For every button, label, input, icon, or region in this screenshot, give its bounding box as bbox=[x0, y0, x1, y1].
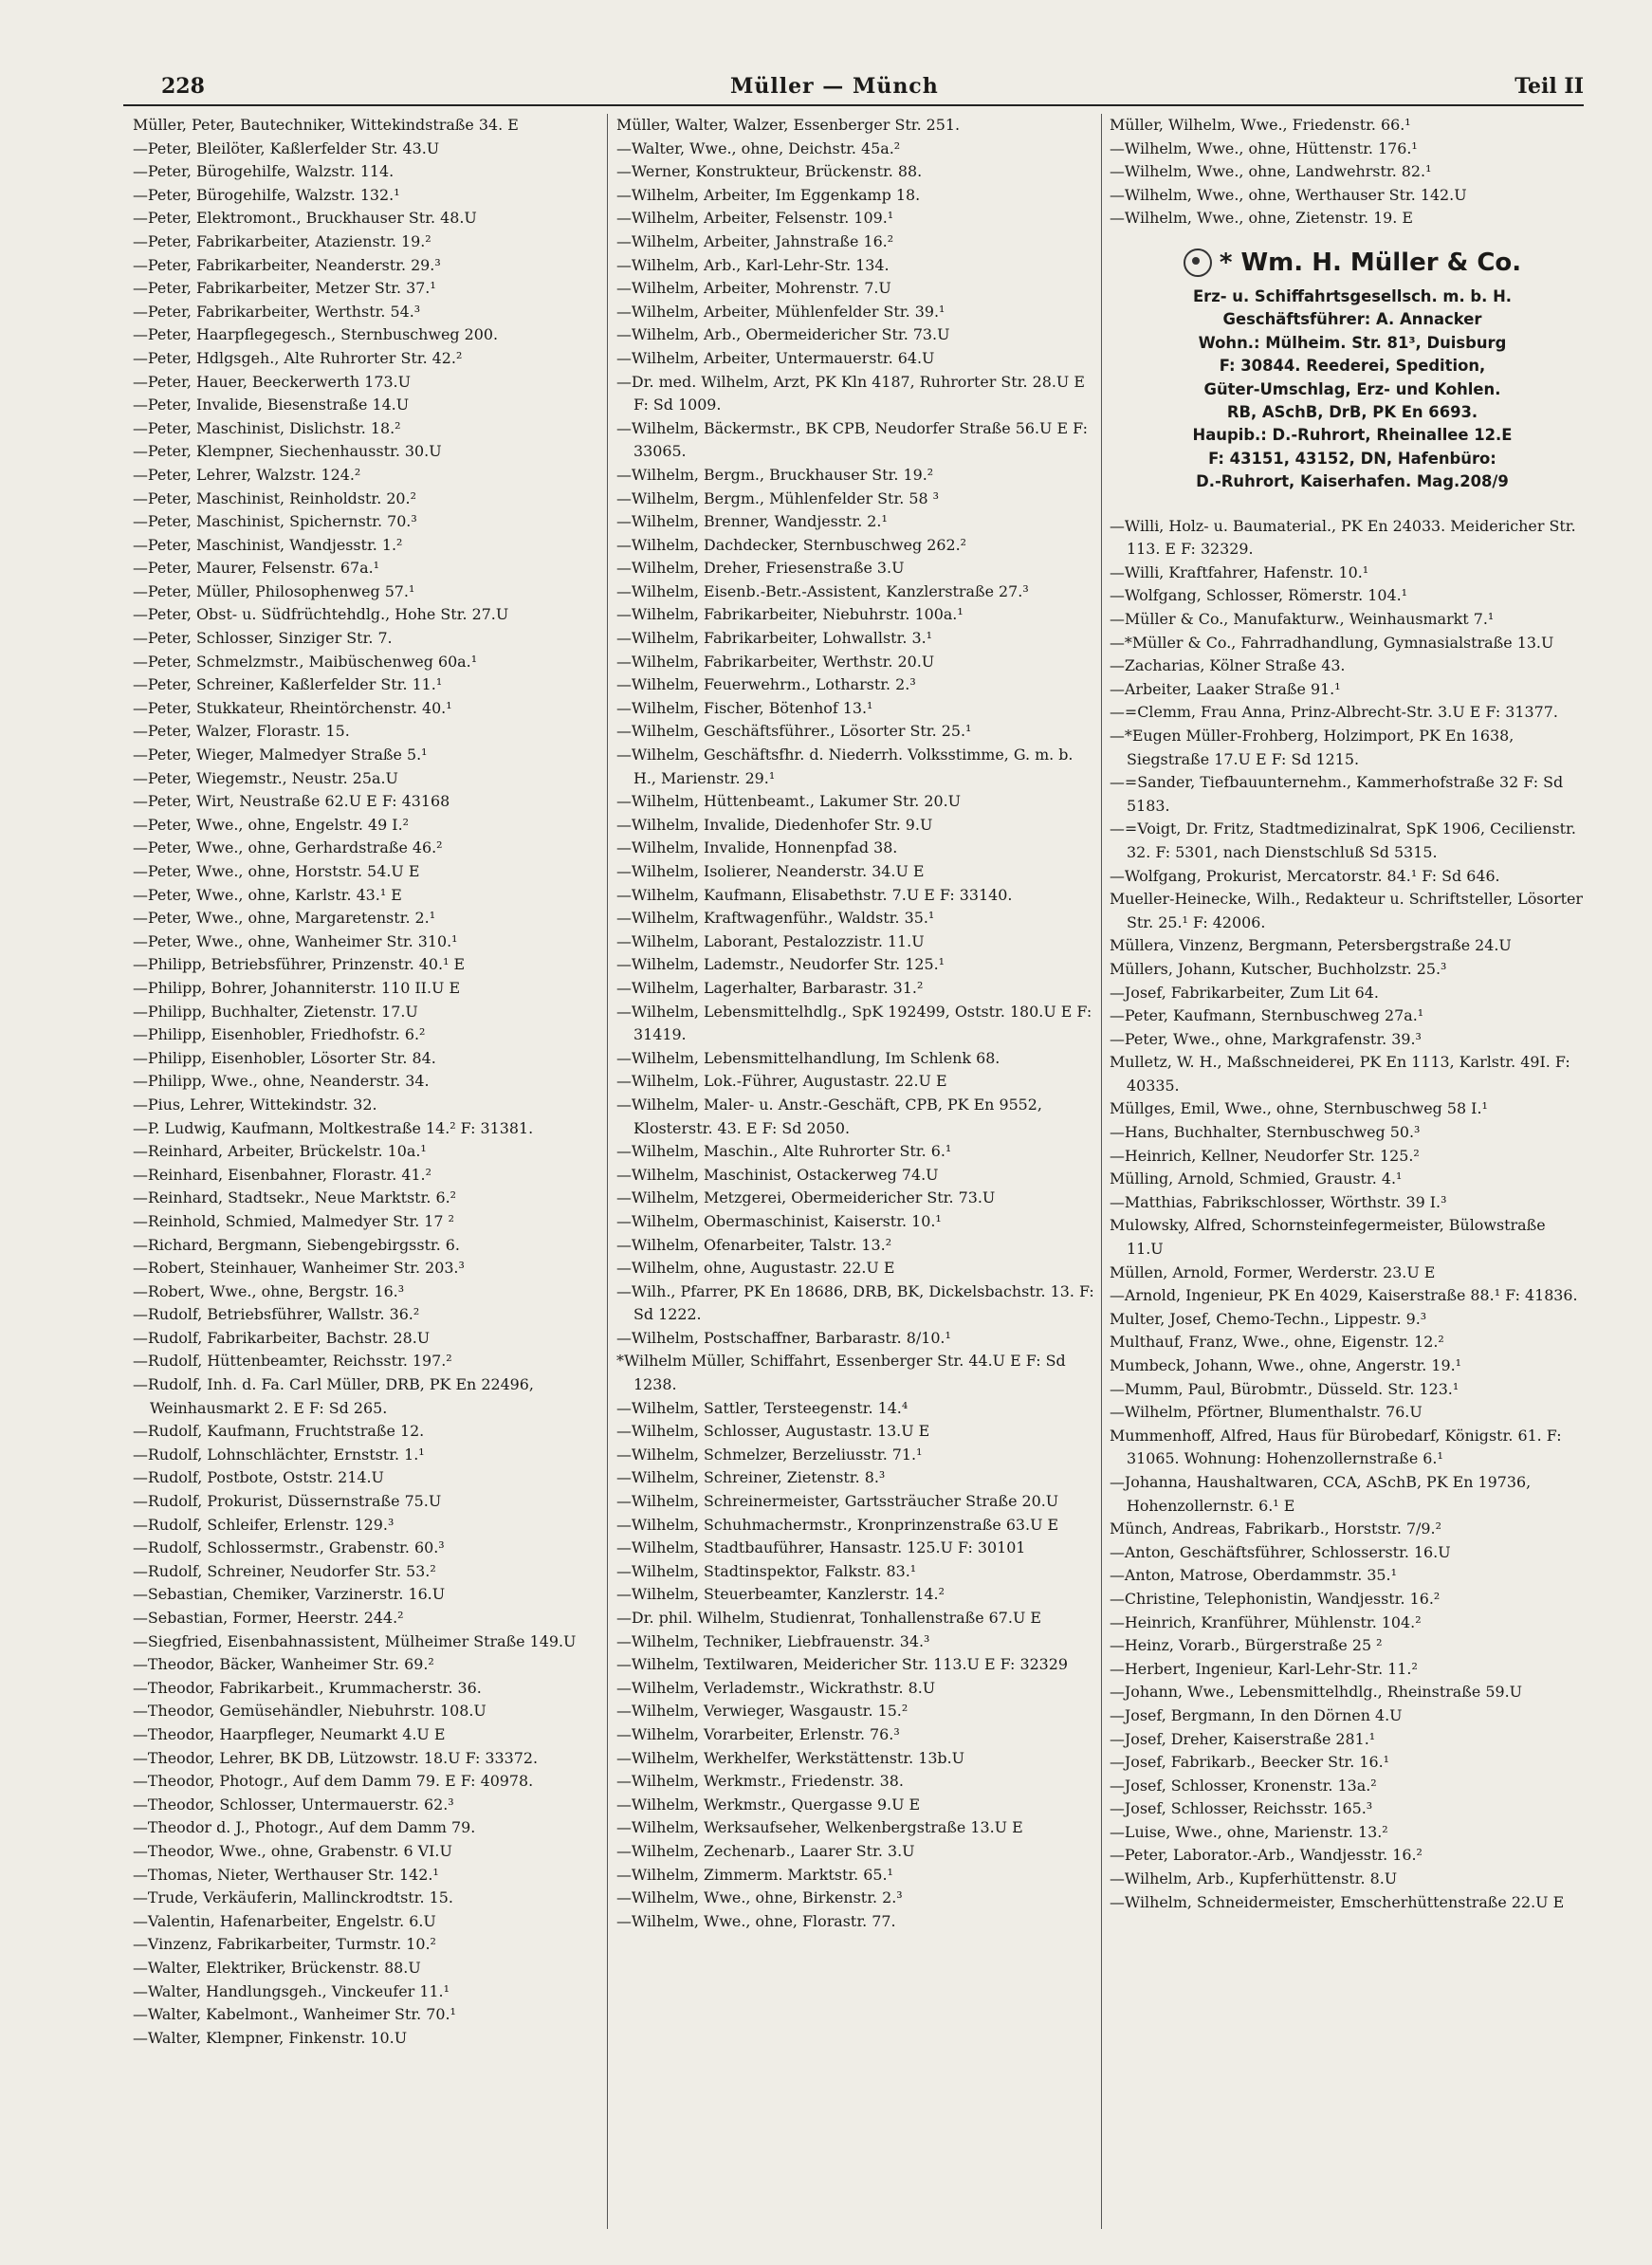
directory-entry: Mummenhoff, Alfred, Haus für Bürobedarf, Königstr. 61. F: 31065. Wohnung: Hohenzollernstraße 6.¹ bbox=[1110, 1426, 1562, 1468]
column-3 bbox=[1110, 114, 1584, 2238]
directory-entry: —Rudolf, Schlossermstr., Grabenstr. 60.³ bbox=[133, 1538, 445, 1557]
directory-entry: —Peter, Müller, Philosophenweg 57.¹ bbox=[133, 581, 415, 600]
directory-entry: —Wilhelm, Werkmstr., Quergasse 9.U E bbox=[616, 1795, 921, 1814]
directory-entry: —Wilhelm, Stadtinspektor, Falkstr. 83.¹ bbox=[616, 1561, 917, 1580]
directory-entry: —Wilhelm, Bergm., Mühlenfelder Str. 58 ³ bbox=[616, 488, 939, 507]
directory-entry: —Wilhelm, Obermaschinist, Kaiserstr. 10.¹ bbox=[616, 1211, 942, 1230]
directory-entry: —Josef, Bergmann, In den Dörnen 4.U bbox=[1110, 1705, 1403, 1724]
directory-entry: —Theodor, Schlosser, Untermauerstr. 62.³ bbox=[133, 1795, 454, 1814]
directory-entry: —Wilhelm, Werksaufseher, Welkenbergstraße 13.U E bbox=[616, 1818, 1023, 1837]
directory-entry: —Walter, Kabelmont., Wanheimer Str. 70.¹ bbox=[133, 2005, 456, 2024]
directory-entry: —Wilhelm, Sattler, Tersteegenstr. 14.⁴ bbox=[616, 1398, 909, 1417]
directory-entry: —Wilhelm, Arbeiter, Jahnstraße 16.² bbox=[616, 231, 894, 250]
page-number: 228 bbox=[161, 74, 205, 99]
directory-entry: —Wilhelm, Arb., Karl-Lehr-Str. 134. bbox=[616, 255, 890, 274]
directory-entry: —Peter, Hauer, Beeckerwerth 173.U bbox=[133, 372, 411, 391]
ad-line: D.-Ruhrort, Kaiserhafen. Mag.208/9 bbox=[1196, 472, 1509, 491]
ad-line: F: 30844. Reederei, Spedition, bbox=[1219, 357, 1486, 376]
column-1 bbox=[133, 114, 602, 2238]
directory-entry: —Wilhelm, Kraftwagenführ., Waldstr. 35.¹ bbox=[616, 909, 935, 928]
directory-entry: —Peter, Wwe., ohne, Markgrafenstr. 39.³ bbox=[1110, 1029, 1422, 1048]
directory-entry: —Wilhelm, Isolierer, Neanderstr. 34.U E bbox=[616, 862, 925, 880]
directory-entry: —Wilhelm, Schneidermeister, Emscherhüttenstraße 22.U E bbox=[1110, 1892, 1565, 1911]
directory-entry: —Wilhelm, Feuerwehrm., Lotharstr. 2.³ bbox=[616, 675, 916, 694]
directory-entry: —Rudolf, Postbote, Oststr. 214.U bbox=[133, 1468, 384, 1487]
directory-entry: —Mumm, Paul, Bürobmtr., Düsseld. Str. 123.¹ bbox=[1110, 1379, 1459, 1398]
directory-entry: —Wilhelm, Lagerhalter, Barbarastr. 31.² bbox=[616, 978, 924, 997]
directory-entry: *Wilhelm Müller, Schiffahrt, Essenberger Str. 44.U E F: Sd 1238. bbox=[616, 1352, 1066, 1394]
directory-entry: —Wolfgang, Prokurist, Mercatorstr. 84.¹ F: Sd 646. bbox=[1110, 866, 1500, 885]
directory-entry: —Peter, Fabrikarbeiter, Neanderstr. 29.³ bbox=[133, 255, 441, 274]
directory-entry: —Peter, Elektromont., Bruckhauser Str. 48.U bbox=[133, 209, 477, 228]
directory-entry: —Peter, Haarpflegegesch., Sternbuschweg 200. bbox=[133, 325, 498, 344]
directory-entry: Müllera, Vinzenz, Bergmann, Petersbergstraße 24.U bbox=[1110, 936, 1512, 955]
directory-entry: —Heinrich, Kranführer, Mühlenstr. 104.² bbox=[1110, 1612, 1422, 1631]
directory-entry: —Wilhelm, Textilwaren, Meidericher Str. 113.U E F: 32329 bbox=[616, 1655, 1069, 1674]
directory-entry: —*Eugen Müller-Frohberg, Holzimport, PK En 1638, Siegstraße 17.U E F: Sd 1215. bbox=[1110, 726, 1514, 768]
directory-entry: —Philipp, Eisenhobler, Lösorter Str. 84. bbox=[133, 1048, 436, 1067]
directory-entry: —Wilhelm, Wwe., ohne, Birkenstr. 2.³ bbox=[616, 1888, 903, 1907]
directory-entry: —Wilhelm, Verwieger, Wasgaustr. 15.² bbox=[616, 1702, 909, 1721]
directory-entry: —Peter, Fabrikarbeiter, Metzer Str. 37.¹ bbox=[133, 279, 436, 298]
directory-entry: —Peter, Maschinist, Reinholdstr. 20.² bbox=[133, 488, 416, 507]
directory-entry: —Wilhelm, Dachdecker, Sternbuschweg 262.² bbox=[616, 535, 966, 554]
directory-entry: —Wilhelm, Lebensmittelhdlg., SpK 192499, Oststr. 180.U E F: 31419. bbox=[616, 1002, 1092, 1044]
directory-entry: —Peter, Bürogehilfe, Walzstr. 114. bbox=[133, 162, 395, 181]
directory-entry: —Wilhelm, Pförtner, Blumenthalstr. 76.U bbox=[1110, 1403, 1423, 1422]
directory-entry: —Wilhelm, Fischer, Bötenhof 13.¹ bbox=[616, 698, 873, 717]
directory-entry: —Walter, Elektriker, Brückenstr. 88.U bbox=[133, 1958, 421, 1977]
directory-entry: —Wilhelm, Fabrikarbeiter, Werthstr. 20.U bbox=[616, 652, 935, 671]
directory-entry: —Heinz, Vorarb., Bürgerstraße 25 ² bbox=[1110, 1636, 1383, 1655]
directory-entry: —Reinhold, Schmied, Malmedyer Str. 17 ² bbox=[133, 1211, 454, 1230]
directory-entry: —Wilhelm, Wwe., ohne, Florastr. 77. bbox=[616, 1911, 896, 1930]
directory-entry: —Peter, Lehrer, Walzstr. 124.² bbox=[133, 465, 361, 484]
directory-entry: —Siegfried, Eisenbahnassistent, Mülheimer Straße 149.U bbox=[133, 1631, 577, 1650]
directory-entry: —Wilhelm, Invalide, Diedenhofer Str. 9.U bbox=[616, 815, 933, 834]
directory-entry: —Philipp, Eisenhobler, Friedhofstr. 6.² bbox=[133, 1025, 426, 1044]
directory-entry: —Christine, Telephonistin, Wandjesstr. 16.² bbox=[1110, 1589, 1441, 1608]
directory-entry: —Wilhelm, Wwe., ohne, Hüttenstr. 176.¹ bbox=[1110, 138, 1418, 157]
directory-entry: —Wilhelm, Schreinermeister, Gartssträucher Straße 20.U bbox=[616, 1492, 1059, 1511]
directory-entry: —Wilhelm, Steuerbeamter, Kanzlerstr. 14.² bbox=[616, 1585, 945, 1604]
directory-entry: —Peter, Maschinist, Wandjesstr. 1.² bbox=[133, 535, 403, 554]
directory-entry: —Wilhelm, Stadtbauführer, Hansastr. 125.U F: 30101 bbox=[616, 1538, 1026, 1557]
directory-entry: —Walter, Handlungsgeh., Vinckeufer 11.¹ bbox=[133, 1981, 450, 2000]
directory-entry: —Theodor, Fabrikarbeit., Krummacherstr. 36. bbox=[133, 1678, 482, 1697]
directory-entry: Multhauf, Franz, Wwe., ohne, Eigenstr. 12.² bbox=[1110, 1333, 1444, 1352]
directory-entry: —Wilhelm, Kaufmann, Elisabethstr. 7.U E F: 33140. bbox=[616, 885, 1013, 904]
page-header bbox=[123, 66, 1584, 106]
directory-entry: —Wilhelm, Metzgerei, Obermeidericher Str. 73.U bbox=[616, 1188, 996, 1207]
directory-entry: —Peter, Wirt, Neustraße 62.U E F: 43168 bbox=[133, 792, 450, 811]
ad-line: Wohn.: Mülheim. Str. 81³, Duisburg bbox=[1198, 333, 1507, 352]
directory-entry: —Rudolf, Betriebsführer, Wallstr. 36.² bbox=[133, 1305, 420, 1324]
ad-line: F: 43151, 43152, DN, Hafenbüro: bbox=[1208, 449, 1496, 468]
directory-entry: —Wilhelm, Lebensmittelhandlung, Im Schlenk 68. bbox=[616, 1048, 1000, 1067]
directory-entry: —Peter, Bürogehilfe, Walzstr. 132.¹ bbox=[133, 185, 400, 204]
ad-line: Erz- u. Schiffahrtsgesellsch. m. b. H. bbox=[1192, 286, 1513, 305]
directory-entry: —Wilhelm, Eisenb.-Betr.-Assistent, Kanzlerstraße 27.³ bbox=[616, 581, 1029, 600]
directory-entry: —Wilhelm, Wwe., ohne, Zietenstr. 19. E bbox=[1110, 209, 1413, 228]
directory-entry: —Wilhelm, Fabrikarbeiter, Niebuhrstr. 100a.¹ bbox=[616, 605, 964, 624]
directory-entry: —Rudolf, Fabrikarbeiter, Bachstr. 28.U bbox=[133, 1328, 431, 1347]
directory-entry: Multer, Josef, Chemo-Techn., Lippestr. 9.³ bbox=[1110, 1309, 1427, 1328]
directory-entry: —Pius, Lehrer, Wittekindstr. 32. bbox=[133, 1095, 377, 1114]
directory-entry: —Peter, Maschinist, Dislichstr. 18.² bbox=[133, 418, 401, 437]
ad-line: RB, ASchB, DrB, PK En 6693. bbox=[1226, 403, 1478, 421]
directory-entry: —Rudolf, Schreiner, Neudorfer Str. 53.² bbox=[133, 1561, 436, 1580]
directory-entry: —Wilhelm, Lademstr., Neudorfer Str. 125.¹ bbox=[616, 955, 945, 974]
column-3-entries-top bbox=[1110, 114, 1584, 230]
directory-entry: —Peter, Kaufmann, Sternbuschweg 27a.¹ bbox=[1110, 1006, 1424, 1025]
directory-entry: —Theodor, Bäcker, Wanheimer Str. 69.² bbox=[133, 1655, 434, 1674]
directory-entry: —Peter, Fabrikarbeiter, Werthstr. 54.³ bbox=[133, 302, 421, 321]
directory-entry: —Willi, Holz- u. Baumaterial., PK En 24033. Meidericher Str. 113. E F: 32329. bbox=[1110, 516, 1576, 559]
directory-entry: —Sebastian, Former, Heerstr. 244.² bbox=[133, 1609, 404, 1627]
directory-entry: —Walter, Klempner, Finkenstr. 10.U bbox=[133, 2028, 408, 2047]
directory-entry: —Rudolf, Schleifer, Erlenstr. 129.³ bbox=[133, 1515, 395, 1534]
directory-entry: —Dr. med. Wilhelm, Arzt, PK Kln 4187, Ruhrorter Str. 28.U E F: Sd 1009. bbox=[616, 372, 1085, 414]
ad-title: * Wm. H. Müller & Co. bbox=[1219, 248, 1522, 277]
directory-entry: —Wilhelm, Maler- u. Anstr.-Geschäft, CPB, PK En 9552, Klosterstr. 43. E F: Sd 2050. bbox=[616, 1095, 1042, 1137]
directory-entry: —Wilhelm, Arbeiter, Mohrenstr. 7.U bbox=[616, 279, 891, 298]
directory-entry: —Wilhelm, Geschäftsfhr. d. Niederrh. Volksstimme, G. m. b. H., Marienstr. 29.¹ bbox=[616, 746, 1074, 787]
directory-entry: —Wilhelm, Werkmstr., Friedenstr. 38. bbox=[616, 1772, 904, 1791]
directory-entry: —Wilhelm, Geschäftsführer., Lösorter Str. 25.¹ bbox=[616, 722, 972, 741]
directory-entry: —Peter, Obst- u. Südfrüchtehdlg., Hohe Str. 27.U bbox=[133, 605, 509, 624]
directory-entry: —Wilhelm, ohne, Augustastr. 22.U E bbox=[616, 1259, 895, 1278]
directory-entry: —Philipp, Betriebsführer, Prinzenstr. 40.¹ E bbox=[133, 955, 466, 974]
directory-entry: —Josef, Dreher, Kaiserstraße 281.¹ bbox=[1110, 1729, 1376, 1748]
directory-entry: —Dr. phil. Wilhelm, Studienrat, Tonhallenstraße 67.U E bbox=[616, 1609, 1041, 1627]
directory-entry: —Herbert, Ingenieur, Karl-Lehr-Str. 11.² bbox=[1110, 1659, 1418, 1678]
directory-entry: —=Sander, Tiefbauunternehm., Kammerhofstraße 32 F: Sd 5183. bbox=[1110, 773, 1564, 815]
directory-entry: —Peter, Stukkateur, Rheintörchenstr. 40.¹ bbox=[133, 698, 452, 717]
directory-entry: —Reinhard, Eisenbahner, Florastr. 41.² bbox=[133, 1165, 431, 1184]
directory-entry: —Josef, Fabrikarb., Beecker Str. 16.¹ bbox=[1110, 1753, 1390, 1772]
directory-entry: —Wilhelm, Invalide, Honnenpfad 38. bbox=[616, 838, 898, 857]
directory-entry: —Peter, Schmelzmstr., Maibüschenweg 60a.¹ bbox=[133, 652, 478, 671]
directory-entry: —Wilhelm, Techniker, Liebfrauenstr. 34.³ bbox=[616, 1631, 930, 1650]
directory-entry: —Theodor, Gemüsehändler, Niebuhrstr. 108.U bbox=[133, 1702, 486, 1721]
directory-entry: —Peter, Maurer, Felsenstr. 67a.¹ bbox=[133, 559, 379, 578]
directory-entry: —Wilhelm, Dreher, Friesenstraße 3.U bbox=[616, 559, 905, 578]
column-divider bbox=[607, 114, 608, 2229]
directory-entry: Müllges, Emil, Wwe., ohne, Sternbuschweg 58 I.¹ bbox=[1110, 1099, 1488, 1118]
directory-entry: —Walter, Wwe., ohne, Deichstr. 45a.² bbox=[616, 138, 901, 157]
directory-entry: —Peter, Maschinist, Spichernstr. 70.³ bbox=[133, 512, 417, 531]
directory-entry: Müller, Walter, Walzer, Essenberger Str. 251. bbox=[616, 116, 961, 134]
directory-entry: Mulletz, W. H., Maßschneiderei, PK En 1113, Karlstr. 49I. F: 40335. bbox=[1110, 1053, 1570, 1095]
directory-entry: —Valentin, Hafenarbeiter, Engelstr. 6.U bbox=[133, 1911, 436, 1930]
directory-entry: Müllen, Arnold, Former, Werderstr. 23.U E bbox=[1110, 1262, 1436, 1281]
directory-entry: —Wolfgang, Schlosser, Römerstr. 104.¹ bbox=[1110, 586, 1408, 605]
directory-entry: —Wilh., Pfarrer, PK En 18686, DRB, BK, Dickelsbachstr. 13. F: Sd 1222. bbox=[616, 1281, 1094, 1324]
directory-entry: —Peter, Wwe., ohne, Engelstr. 49 I.² bbox=[133, 815, 410, 834]
directory-entry: —Wilhelm, Arbeiter, Mühlenfelder Str. 39.¹ bbox=[616, 302, 945, 321]
column-divider bbox=[1101, 114, 1102, 2229]
directory-entry: —Peter, Wwe., ohne, Karlstr. 43.¹ E bbox=[133, 885, 402, 904]
directory-entry: —Wilhelm, Schlosser, Augustastr. 13.U E bbox=[616, 1422, 930, 1441]
directory-entry: Mumbeck, Johann, Wwe., ohne, Angerstr. 19.¹ bbox=[1110, 1356, 1462, 1374]
directory-entry: Mülling, Arnold, Schmied, Graustr. 4.¹ bbox=[1110, 1169, 1403, 1188]
directory-entry: —Matthias, Fabrikschlosser, Wörthstr. 39 I.³ bbox=[1110, 1192, 1447, 1211]
directory-entry: —Wilhelm, Verlademstr., Wickrathstr. 8.U bbox=[616, 1678, 936, 1697]
page-title: Müller — Münch bbox=[730, 74, 939, 99]
directory-entry: Mulowsky, Alfred, Schornsteinfegermeister, Bülowstraße 11.U bbox=[1110, 1216, 1546, 1259]
directory-entry: —Philipp, Wwe., ohne, Neanderstr. 34. bbox=[133, 1072, 430, 1091]
directory-entry: —=Voigt, Dr. Fritz, Stadtmedizinalrat, SpK 1906, Cecilienstr. 32. F: 5301, nach Dienstschluß Sd 5315. bbox=[1110, 819, 1576, 861]
directory-entry: —Wilhelm, Lok.-Führer, Augustastr. 22.U E bbox=[616, 1072, 947, 1091]
directory-entry: —Thomas, Nieter, Werthauser Str. 142.¹ bbox=[133, 1865, 439, 1884]
directory-entry: —Peter, Klempner, Siechenhausstr. 30.U bbox=[133, 442, 442, 461]
directory-entry: —Wilhelm, Maschin., Alte Ruhrorter Str. 6.¹ bbox=[616, 1142, 952, 1161]
directory-entry: Müller, Wilhelm, Wwe., Friedenstr. 66.¹ bbox=[1110, 116, 1411, 134]
column-3-entries-bottom bbox=[1110, 515, 1584, 1915]
directory-entry: —Theodor, Photogr., Auf dem Damm 79. E F: 40978. bbox=[133, 1772, 534, 1791]
ad-line: Güter-Umschlag, Erz- und Kohlen. bbox=[1203, 379, 1501, 398]
directory-entry: —Robert, Wwe., ohne, Bergstr. 16.³ bbox=[133, 1281, 405, 1300]
directory-entry: —Wilhelm, Schuhmachermstr., Kronprinzenstraße 63.U E bbox=[616, 1515, 1059, 1534]
directory-entry: —Hans, Buchhalter, Sternbuschweg 50.³ bbox=[1110, 1123, 1421, 1142]
directory-entry: —Rudolf, Prokurist, Düssernstraße 75.U bbox=[133, 1492, 442, 1511]
directory-entry: —Müller & Co., Manufakturw., Weinhausmarkt 7.¹ bbox=[1110, 610, 1495, 628]
directory-entry: —Sebastian, Chemiker, Varzinerstr. 16.U bbox=[133, 1585, 446, 1604]
directory-entry: —Wilhelm, Wwe., ohne, Werthauser Str. 142.U bbox=[1110, 185, 1467, 204]
directory-entry: —Wilhelm, Wwe., ohne, Landwehrstr. 82.¹ bbox=[1110, 162, 1432, 181]
directory-entry: —Wilhelm, Bäckermstr., BK CPB, Neudorfer Straße 56.U E F: 33065. bbox=[616, 418, 1088, 461]
directory-entry: —Wilhelm, Fabrikarbeiter, Lohwallstr. 3.¹ bbox=[616, 629, 932, 648]
directory-entry: —*Müller & Co., Fahrradhandlung, Gymnasialstraße 13.U bbox=[1110, 633, 1554, 652]
directory-entry: —Wilhelm, Bergm., Bruckhauser Str. 19.² bbox=[616, 465, 934, 484]
directory-entry: —Reinhard, Arbeiter, Brückelstr. 10a.¹ bbox=[133, 1142, 427, 1161]
directory-entry: —Robert, Steinhauer, Wanheimer Str. 203.³ bbox=[133, 1259, 465, 1278]
directory-entry: —Wilhelm, Schreiner, Zietenstr. 8.³ bbox=[616, 1468, 886, 1487]
directory-entry: —Peter, Wwe., ohne, Margaretenstr. 2.¹ bbox=[133, 909, 436, 928]
ad-body bbox=[1121, 285, 1584, 494]
directory-entry: —Richard, Bergmann, Siebengebirgsstr. 6. bbox=[133, 1235, 460, 1254]
directory-entry: —Vinzenz, Fabrikarbeiter, Turmstr. 10.² bbox=[133, 1935, 436, 1954]
directory-entry: —Reinhard, Stadtsekr., Neue Marktstr. 6.² bbox=[133, 1188, 457, 1207]
section-label: Teil II bbox=[1514, 74, 1584, 99]
directory-entry: —Anton, Geschäftsführer, Schlosserstr. 16.U bbox=[1110, 1542, 1451, 1561]
directory-entry: —Josef, Fabrikarbeiter, Zum Lit 64. bbox=[1110, 983, 1379, 1002]
directory-entry: —Peter, Hdlgsgeh., Alte Ruhrorter Str. 42.² bbox=[133, 348, 463, 367]
directory-entry: —Peter, Wiegemstr., Neustr. 25a.U bbox=[133, 768, 398, 787]
directory-entry: —Philipp, Buchhalter, Zietenstr. 17.U bbox=[133, 1002, 418, 1021]
directory-entry: —Wilhelm, Schmelzer, Berzeliusstr. 71.¹ bbox=[616, 1445, 923, 1464]
directory-entry: —Josef, Schlosser, Kronenstr. 13a.² bbox=[1110, 1776, 1377, 1795]
directory-entry: —Wilhelm, Vorarbeiter, Erlenstr. 76.³ bbox=[616, 1724, 900, 1743]
directory-entry: —Wilhelm, Maschinist, Ostackerweg 74.U bbox=[616, 1165, 939, 1184]
directory-entry: —P. Ludwig, Kaufmann, Moltkestraße 14.² F: 31381. bbox=[133, 1118, 534, 1137]
directory-entry: —Wilhelm, Zimmerm. Marktstr. 65.¹ bbox=[616, 1865, 893, 1884]
directory-entry: —Theodor, Lehrer, BK DB, Lützowstr. 18.U F: 33372. bbox=[133, 1748, 539, 1767]
directory-entry: —=Clemm, Frau Anna, Prinz-Albrecht-Str. 3.U E F: 31377. bbox=[1110, 703, 1558, 722]
directory-entry: —Theodor, Haarpfleger, Neumarkt 4.U E bbox=[133, 1724, 446, 1743]
directory-entry: —Zacharias, Kölner Straße 43. bbox=[1110, 656, 1346, 675]
directory-entry: —Rudolf, Kaufmann, Fruchtstraße 12. bbox=[133, 1422, 425, 1441]
directory-entry: Müllers, Johann, Kutscher, Buchholzstr. 25.³ bbox=[1110, 959, 1447, 978]
directory-entry: —Willi, Kraftfahrer, Hafenstr. 10.¹ bbox=[1110, 562, 1369, 581]
directory-entry: —Wilhelm, Arbeiter, Untermauerstr. 64.U bbox=[616, 348, 935, 367]
directory-entry: —Josef, Schlosser, Reichsstr. 165.³ bbox=[1110, 1799, 1373, 1818]
directory-page bbox=[123, 66, 1584, 2238]
directory-entry: —Peter, Wieger, Malmedyer Straße 5.¹ bbox=[133, 746, 428, 764]
ad-line: Geschäftsführer: A. Annacker bbox=[1222, 310, 1482, 329]
directory-entry: —Wilhelm, Arb., Kupferhüttenstr. 8.U bbox=[1110, 1869, 1398, 1888]
directory-entry: —Wilhelm, Ofenarbeiter, Talstr. 13.² bbox=[616, 1235, 892, 1254]
directory-entry: —Peter, Walzer, Florastr. 15. bbox=[133, 722, 350, 741]
directory-entry: —Heinrich, Kellner, Neudorfer Str. 125.² bbox=[1110, 1146, 1420, 1165]
directory-entry: Müller, Peter, Bautechniker, Wittekindstraße 34. E bbox=[133, 116, 519, 134]
advertisement-wm-h-mueller bbox=[1110, 246, 1584, 494]
directory-entry: —Wilhelm, Postschaffner, Barbarastr. 8/10.¹ bbox=[616, 1328, 951, 1347]
directory-entry: —Theodor, Wwe., ohne, Grabenstr. 6 VI.U bbox=[133, 1841, 452, 1860]
directory-entry: —Wilhelm, Zechenarb., Laarer Str. 3.U bbox=[616, 1841, 915, 1860]
directory-entry: —Peter, Invalide, Biesenstraße 14.U bbox=[133, 396, 410, 414]
directory-entry: Mueller-Heinecke, Wilh., Redakteur u. Schriftsteller, Lösorter Str. 25.¹ F: 42006. bbox=[1110, 890, 1583, 931]
directory-entry: —Wilhelm, Laborant, Pestalozzistr. 11.U bbox=[616, 931, 925, 950]
directory-entry: —Peter, Bleilöter, Kaßlerfelder Str. 43.U bbox=[133, 138, 440, 157]
column-2 bbox=[616, 114, 1095, 2238]
ad-line: Haupib.: D.-Ruhrort, Rheinallee 12.E bbox=[1192, 426, 1513, 445]
directory-entry: —Anton, Matrose, Oberdammstr. 35.¹ bbox=[1110, 1566, 1397, 1585]
directory-entry: —Wilhelm, Werkhelfer, Werkstättenstr. 13b.U bbox=[616, 1748, 965, 1767]
directory-entry: —Luise, Wwe., ohne, Marienstr. 13.² bbox=[1110, 1822, 1388, 1841]
directory-entry: —Wilhelm, Arbeiter, Im Eggenkamp 18. bbox=[616, 185, 921, 204]
directory-entry: —Wilhelm, Arb., Obermeidericher Str. 73.U bbox=[616, 325, 950, 344]
directory-entry: —Johann, Wwe., Lebensmittelhdlg., Rheinstraße 59.U bbox=[1110, 1683, 1523, 1702]
directory-entry: —Rudolf, Hüttenbeamter, Reichsstr. 197.² bbox=[133, 1352, 452, 1371]
directory-entry: —Rudolf, Lohnschlächter, Ernststr. 1.¹ bbox=[133, 1445, 425, 1464]
directory-entry: —Peter, Fabrikarbeiter, Atazienstr. 19.² bbox=[133, 231, 431, 250]
directory-entry: —Peter, Schlosser, Sinziger Str. 7. bbox=[133, 629, 393, 648]
directory-entry: —Rudolf, Inh. d. Fa. Carl Müller, DRB, PK En 22496, Weinhausmarkt 2. E F: Sd 265. bbox=[133, 1375, 534, 1417]
directory-entry: —Philipp, Bohrer, Johanniterstr. 110 II.U E bbox=[133, 978, 461, 997]
directory-entry: —Peter, Laborator.-Arb., Wandjesstr. 16.² bbox=[1110, 1846, 1423, 1865]
directory-entry: —Trude, Verkäuferin, Mallinckrodtstr. 15. bbox=[133, 1888, 453, 1907]
directory-entry: —Peter, Wwe., ohne, Horststr. 54.U E bbox=[133, 862, 420, 880]
directory-entry: —Johanna, Haushaltwaren, CCA, ASchB, PK En 19736, Hohenzollernstr. 6.¹ E bbox=[1110, 1472, 1532, 1515]
company-logo-icon bbox=[1184, 249, 1212, 277]
directory-entry: —Peter, Schreiner, Kaßlerfelder Str. 11.¹ bbox=[133, 675, 443, 694]
directory-entry: —Arbeiter, Laaker Straße 91.¹ bbox=[1110, 679, 1341, 698]
directory-entry: —Theodor d. J., Photogr., Auf dem Damm 79. bbox=[133, 1818, 476, 1837]
directory-entry: —Wilhelm, Brenner, Wandjesstr. 2.¹ bbox=[616, 512, 888, 531]
directory-entry: —Wilhelm, Hüttenbeamt., Lakumer Str. 20.U bbox=[616, 792, 962, 811]
directory-entry: —Arnold, Ingenieur, PK En 4029, Kaiserstraße 88.¹ F: 41836. bbox=[1110, 1286, 1578, 1305]
directory-entry: Münch, Andreas, Fabrikarb., Horststr. 7/9.² bbox=[1110, 1519, 1441, 1538]
directory-entry: —Werner, Konstrukteur, Brückenstr. 88. bbox=[616, 162, 923, 181]
directory-entry: —Peter, Wwe., ohne, Gerhardstraße 46.² bbox=[133, 838, 443, 857]
directory-entry: —Wilhelm, Arbeiter, Felsenstr. 109.¹ bbox=[616, 209, 894, 228]
directory-entry: —Peter, Wwe., ohne, Wanheimer Str. 310.¹ bbox=[133, 931, 458, 950]
